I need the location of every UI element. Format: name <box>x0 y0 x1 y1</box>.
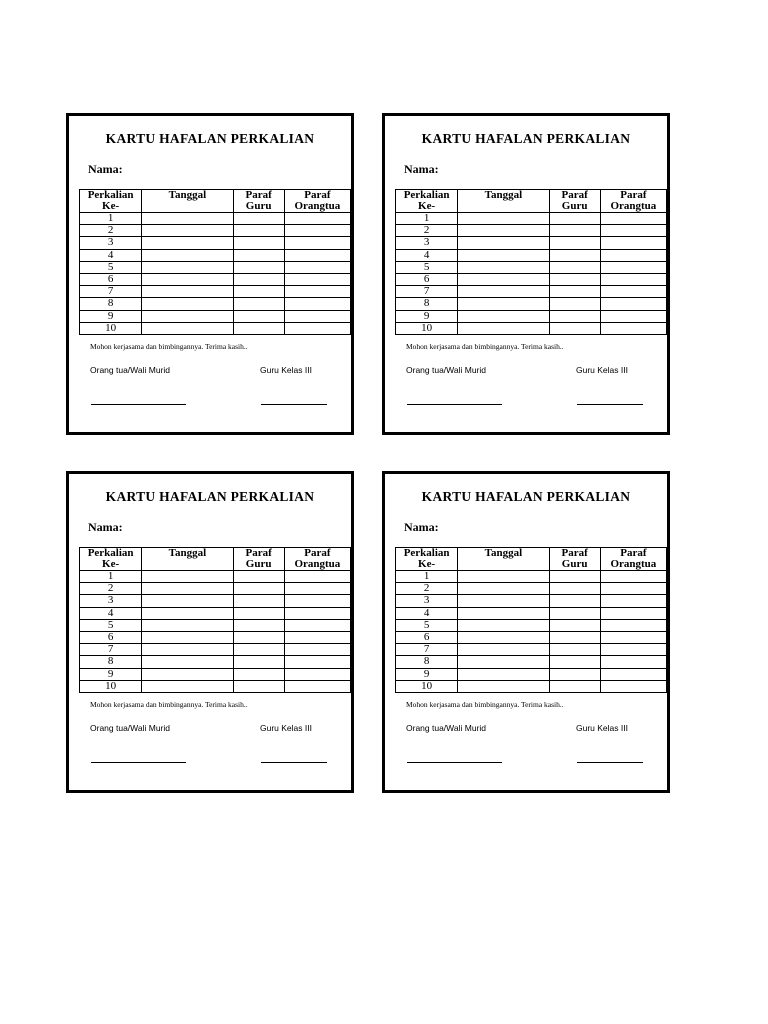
row-number: 4 <box>80 607 142 619</box>
teacher-signature-cell[interactable] <box>233 298 284 310</box>
teacher-signature-cell[interactable] <box>233 261 284 273</box>
table-header-cell <box>80 190 142 213</box>
multiplication-card-4 <box>382 471 670 793</box>
header-line: Ke- <box>418 200 436 212</box>
teacher-signature-line <box>261 404 327 405</box>
teacher-signature-line <box>577 404 643 405</box>
table-row <box>396 249 667 261</box>
teacher-signature-label: Guru Kelas III <box>260 365 312 375</box>
header-line: Paraf <box>561 547 588 559</box>
table-row <box>80 322 351 334</box>
table-header-cell <box>549 190 600 213</box>
teacher-signature-cell[interactable] <box>233 631 284 643</box>
date-cell[interactable] <box>142 310 233 322</box>
header-line: Ke- <box>102 558 120 570</box>
table-header-cell <box>600 548 666 571</box>
table-header-cell <box>458 190 549 213</box>
table-row <box>396 656 667 668</box>
table-row <box>396 668 667 680</box>
teacher-signature-cell[interactable] <box>549 571 600 583</box>
table-row <box>396 644 667 656</box>
date-cell[interactable] <box>458 631 549 643</box>
teacher-signature-cell[interactable] <box>233 225 284 237</box>
name-label: Nama: <box>88 520 123 534</box>
row-number: 7 <box>80 644 142 656</box>
table-row <box>396 631 667 643</box>
memorization-table <box>395 547 667 693</box>
date-cell[interactable] <box>142 249 233 261</box>
row-number: 10 <box>396 680 458 692</box>
parent-signature-cell[interactable] <box>600 680 666 692</box>
thank-you-note: Mohon kerjasama dan bimbingannya. Terima kasih.. <box>406 342 564 351</box>
table-header-cell <box>233 190 284 213</box>
table-header-cell <box>458 548 549 571</box>
table-row <box>396 680 667 692</box>
teacher-signature-cell[interactable] <box>549 631 600 643</box>
date-cell[interactable] <box>458 213 549 225</box>
thank-you-note: Mohon kerjasama dan bimbingannya. Terima kasih.. <box>406 700 564 709</box>
date-cell[interactable] <box>142 644 233 656</box>
table-row <box>396 225 667 237</box>
thank-you-note: Mohon kerjasama dan bimbingannya. Terima kasih.. <box>90 700 248 709</box>
name-label: Nama: <box>404 520 439 534</box>
row-number: 3 <box>80 595 142 607</box>
multiplication-card-3 <box>66 471 354 793</box>
row-number: 6 <box>80 273 142 285</box>
parent-signature-cell[interactable] <box>600 237 666 249</box>
date-cell[interactable] <box>142 631 233 643</box>
parent-signature-cell[interactable] <box>284 286 350 298</box>
table-header-cell <box>233 548 284 571</box>
teacher-signature-cell[interactable] <box>549 607 600 619</box>
table-row <box>396 322 667 334</box>
date-cell[interactable] <box>142 680 233 692</box>
teacher-signature-cell[interactable] <box>233 322 284 334</box>
teacher-signature-cell[interactable] <box>549 644 600 656</box>
table-row <box>80 286 351 298</box>
date-cell[interactable] <box>458 607 549 619</box>
teacher-signature-cell[interactable] <box>233 249 284 261</box>
row-number: 1 <box>80 213 142 225</box>
parent-signature-cell[interactable] <box>284 680 350 692</box>
teacher-signature-line <box>261 762 327 763</box>
table-row <box>80 656 351 668</box>
teacher-signature-cell[interactable] <box>233 595 284 607</box>
row-number: 3 <box>396 595 458 607</box>
parent-signature-cell[interactable] <box>284 213 350 225</box>
teacher-signature-cell[interactable] <box>233 213 284 225</box>
parent-signature-cell[interactable] <box>284 249 350 261</box>
teacher-signature-cell[interactable] <box>233 619 284 631</box>
table-row <box>80 644 351 656</box>
row-number: 1 <box>396 213 458 225</box>
teacher-signature-cell[interactable] <box>233 680 284 692</box>
parent-signature-cell[interactable] <box>284 644 350 656</box>
table-row <box>396 286 667 298</box>
header-line: Perkalian <box>87 547 134 559</box>
table-row <box>80 631 351 643</box>
teacher-signature-label: Guru Kelas III <box>576 723 628 733</box>
parent-signature-line <box>91 762 186 763</box>
teacher-signature-cell[interactable] <box>549 237 600 249</box>
row-number: 5 <box>80 261 142 273</box>
header-line: Orangtua <box>294 558 341 570</box>
header-line: Paraf <box>304 547 331 559</box>
table-header-cell <box>396 548 458 571</box>
header-line: Orangtua <box>610 200 657 212</box>
table-row <box>396 273 667 285</box>
teacher-signature-cell[interactable] <box>549 583 600 595</box>
date-cell[interactable] <box>458 286 549 298</box>
parent-signature-cell[interactable] <box>284 583 350 595</box>
teacher-signature-cell[interactable] <box>549 261 600 273</box>
parent-signature-cell[interactable] <box>284 656 350 668</box>
teacher-signature-cell[interactable] <box>233 656 284 668</box>
table-header-cell <box>600 190 666 213</box>
header-line: Paraf <box>304 189 331 201</box>
header-line: Perkalian <box>403 189 450 201</box>
parent-signature-cell[interactable] <box>600 249 666 261</box>
teacher-signature-cell[interactable] <box>549 249 600 261</box>
row-number: 6 <box>396 273 458 285</box>
parent-signature-cell[interactable] <box>284 225 350 237</box>
teacher-signature-cell[interactable] <box>233 310 284 322</box>
row-number: 2 <box>80 225 142 237</box>
teacher-signature-cell[interactable] <box>233 286 284 298</box>
parent-signature-cell[interactable] <box>600 322 666 334</box>
parent-signature-cell[interactable] <box>600 656 666 668</box>
row-number: 4 <box>80 249 142 261</box>
card-title: KARTU HAFALAN PERKALIAN <box>105 131 315 146</box>
teacher-signature-cell[interactable] <box>549 273 600 285</box>
table-header-cell <box>284 548 350 571</box>
table-row <box>396 310 667 322</box>
parent-signature-label: Orang tua/Wali Murid <box>406 365 486 375</box>
date-cell[interactable] <box>142 571 233 583</box>
parent-signature-line <box>91 404 186 405</box>
parent-signature-cell[interactable] <box>284 310 350 322</box>
header-line: Guru <box>245 558 272 570</box>
parent-signature-cell[interactable] <box>600 213 666 225</box>
teacher-signature-cell[interactable] <box>549 619 600 631</box>
teacher-signature-cell[interactable] <box>233 583 284 595</box>
row-number: 10 <box>396 322 458 334</box>
parent-signature-cell[interactable] <box>600 607 666 619</box>
parent-signature-cell[interactable] <box>284 595 350 607</box>
parent-signature-cell[interactable] <box>284 298 350 310</box>
header-line: Ke- <box>418 558 436 570</box>
date-cell[interactable] <box>458 680 549 692</box>
header-line: Tanggal <box>168 547 207 559</box>
table-row <box>80 595 351 607</box>
row-number: 7 <box>396 644 458 656</box>
date-cell[interactable] <box>142 273 233 285</box>
row-number: 4 <box>396 607 458 619</box>
row-number: 9 <box>80 668 142 680</box>
teacher-signature-cell[interactable] <box>233 273 284 285</box>
thank-you-note: Mohon kerjasama dan bimbingannya. Terima kasih.. <box>90 342 248 351</box>
date-cell[interactable] <box>458 249 549 261</box>
table-row <box>396 607 667 619</box>
date-cell[interactable] <box>142 237 233 249</box>
row-number: 8 <box>396 656 458 668</box>
teacher-signature-cell[interactable] <box>549 680 600 692</box>
multiplication-card-1 <box>66 113 354 435</box>
table-header-row <box>396 548 667 571</box>
row-number: 6 <box>396 631 458 643</box>
teacher-signature-cell[interactable] <box>549 322 600 334</box>
date-cell[interactable] <box>142 619 233 631</box>
parent-signature-cell[interactable] <box>284 273 350 285</box>
teacher-signature-cell[interactable] <box>549 298 600 310</box>
row-number: 10 <box>80 322 142 334</box>
header-line: Paraf <box>620 547 647 559</box>
table-row <box>396 298 667 310</box>
table-row <box>80 680 351 692</box>
card-title: KARTU HAFALAN PERKALIAN <box>421 489 631 504</box>
header-line: Paraf <box>245 547 272 559</box>
parent-signature-cell[interactable] <box>284 261 350 273</box>
table-row <box>396 571 667 583</box>
parent-signature-cell[interactable] <box>600 310 666 322</box>
row-number: 2 <box>396 583 458 595</box>
teacher-signature-label: Guru Kelas III <box>260 723 312 733</box>
row-number: 3 <box>396 237 458 249</box>
date-cell[interactable] <box>142 298 233 310</box>
memorization-table <box>79 547 351 693</box>
table-row <box>80 571 351 583</box>
parent-signature-cell[interactable] <box>284 237 350 249</box>
card-title: KARTU HAFALAN PERKALIAN <box>105 489 315 504</box>
table-header-row <box>396 190 667 213</box>
table-row <box>396 237 667 249</box>
row-number: 8 <box>80 656 142 668</box>
row-number: 3 <box>80 237 142 249</box>
table-row <box>396 595 667 607</box>
parent-signature-cell[interactable] <box>600 619 666 631</box>
date-cell[interactable] <box>142 668 233 680</box>
teacher-signature-cell[interactable] <box>233 644 284 656</box>
teacher-signature-cell[interactable] <box>549 668 600 680</box>
date-cell[interactable] <box>142 213 233 225</box>
parent-signature-cell[interactable] <box>600 668 666 680</box>
date-cell[interactable] <box>142 286 233 298</box>
table-row <box>396 619 667 631</box>
parent-signature-cell[interactable] <box>600 298 666 310</box>
date-cell[interactable] <box>142 583 233 595</box>
parent-signature-cell[interactable] <box>600 261 666 273</box>
teacher-signature-cell[interactable] <box>549 595 600 607</box>
parent-signature-cell[interactable] <box>600 583 666 595</box>
header-line: Guru <box>561 558 588 570</box>
table-row <box>80 298 351 310</box>
date-cell[interactable] <box>458 619 549 631</box>
date-cell[interactable] <box>458 644 549 656</box>
header-line: Guru <box>245 200 272 212</box>
row-number: 8 <box>396 298 458 310</box>
table-row <box>80 607 351 619</box>
teacher-signature-cell[interactable] <box>549 213 600 225</box>
date-cell[interactable] <box>142 261 233 273</box>
parent-signature-label: Orang tua/Wali Murid <box>90 365 170 375</box>
parent-signature-cell[interactable] <box>284 607 350 619</box>
row-number: 5 <box>80 619 142 631</box>
row-number: 8 <box>80 298 142 310</box>
header-line: Perkalian <box>87 189 134 201</box>
row-number: 6 <box>80 631 142 643</box>
header-line: Orangtua <box>294 200 341 212</box>
row-number: 1 <box>396 571 458 583</box>
memorization-table <box>79 189 351 335</box>
date-cell[interactable] <box>142 607 233 619</box>
parent-signature-line <box>407 404 502 405</box>
parent-signature-label: Orang tua/Wali Murid <box>90 723 170 733</box>
header-line: Paraf <box>245 189 272 201</box>
header-line: Tanggal <box>168 189 207 201</box>
table-header-cell <box>142 190 233 213</box>
table-header-cell <box>80 548 142 571</box>
name-label: Nama: <box>88 162 123 176</box>
row-number: 10 <box>80 680 142 692</box>
teacher-signature-cell[interactable] <box>233 571 284 583</box>
table-header-cell <box>284 190 350 213</box>
table-row <box>80 261 351 273</box>
row-number: 9 <box>396 310 458 322</box>
header-line: Paraf <box>561 189 588 201</box>
row-number: 5 <box>396 619 458 631</box>
parent-signature-cell[interactable] <box>600 225 666 237</box>
teacher-signature-label: Guru Kelas III <box>576 365 628 375</box>
date-cell[interactable] <box>458 656 549 668</box>
multiplication-card-2 <box>382 113 670 435</box>
row-number: 5 <box>396 261 458 273</box>
header-line: Tanggal <box>484 189 523 201</box>
date-cell[interactable] <box>458 310 549 322</box>
date-cell[interactable] <box>458 225 549 237</box>
parent-signature-cell[interactable] <box>284 631 350 643</box>
parent-signature-cell[interactable] <box>284 322 350 334</box>
header-line: Paraf <box>620 189 647 201</box>
row-number: 7 <box>80 286 142 298</box>
date-cell[interactable] <box>458 261 549 273</box>
date-cell[interactable] <box>142 595 233 607</box>
table-header-row <box>80 548 351 571</box>
table-row <box>396 583 667 595</box>
date-cell[interactable] <box>142 225 233 237</box>
table-row <box>80 273 351 285</box>
date-cell[interactable] <box>458 322 549 334</box>
table-row <box>80 583 351 595</box>
table-row <box>80 225 351 237</box>
date-cell[interactable] <box>458 583 549 595</box>
table-row <box>396 261 667 273</box>
date-cell[interactable] <box>142 656 233 668</box>
parent-signature-cell[interactable] <box>600 631 666 643</box>
teacher-signature-line <box>577 762 643 763</box>
row-number: 2 <box>396 225 458 237</box>
date-cell[interactable] <box>458 273 549 285</box>
parent-signature-cell[interactable] <box>600 273 666 285</box>
teacher-signature-cell[interactable] <box>233 668 284 680</box>
row-number: 9 <box>396 668 458 680</box>
row-number: 1 <box>80 571 142 583</box>
parent-signature-cell[interactable] <box>600 286 666 298</box>
row-number: 4 <box>396 249 458 261</box>
parent-signature-label: Orang tua/Wali Murid <box>406 723 486 733</box>
table-row <box>80 213 351 225</box>
table-header-row <box>80 190 351 213</box>
teacher-signature-cell[interactable] <box>233 237 284 249</box>
header-line: Perkalian <box>403 547 450 559</box>
table-header-cell <box>549 548 600 571</box>
header-line: Guru <box>561 200 588 212</box>
table-header-cell <box>396 190 458 213</box>
parent-signature-cell[interactable] <box>284 619 350 631</box>
table-row <box>80 310 351 322</box>
table-row <box>80 668 351 680</box>
parent-signature-cell[interactable] <box>284 668 350 680</box>
card-title: KARTU HAFALAN PERKALIAN <box>421 131 631 146</box>
date-cell[interactable] <box>142 322 233 334</box>
parent-signature-line <box>407 762 502 763</box>
parent-signature-cell[interactable] <box>284 571 350 583</box>
row-number: 2 <box>80 583 142 595</box>
teacher-signature-cell[interactable] <box>549 286 600 298</box>
table-row <box>396 213 667 225</box>
date-cell[interactable] <box>458 237 549 249</box>
name-label: Nama: <box>404 162 439 176</box>
teacher-signature-cell[interactable] <box>549 225 600 237</box>
memorization-table <box>395 189 667 335</box>
parent-signature-cell[interactable] <box>600 644 666 656</box>
row-number: 7 <box>396 286 458 298</box>
header-line: Ke- <box>102 200 120 212</box>
table-row <box>80 237 351 249</box>
row-number: 9 <box>80 310 142 322</box>
parent-signature-cell[interactable] <box>600 571 666 583</box>
header-line: Orangtua <box>610 558 657 570</box>
date-cell[interactable] <box>458 298 549 310</box>
parent-signature-cell[interactable] <box>600 595 666 607</box>
teacher-signature-cell[interactable] <box>549 656 600 668</box>
header-line: Tanggal <box>484 547 523 559</box>
date-cell[interactable] <box>458 571 549 583</box>
date-cell[interactable] <box>458 668 549 680</box>
teacher-signature-cell[interactable] <box>233 607 284 619</box>
table-row <box>80 249 351 261</box>
table-header-cell <box>142 548 233 571</box>
table-row <box>80 619 351 631</box>
date-cell[interactable] <box>458 595 549 607</box>
teacher-signature-cell[interactable] <box>549 310 600 322</box>
